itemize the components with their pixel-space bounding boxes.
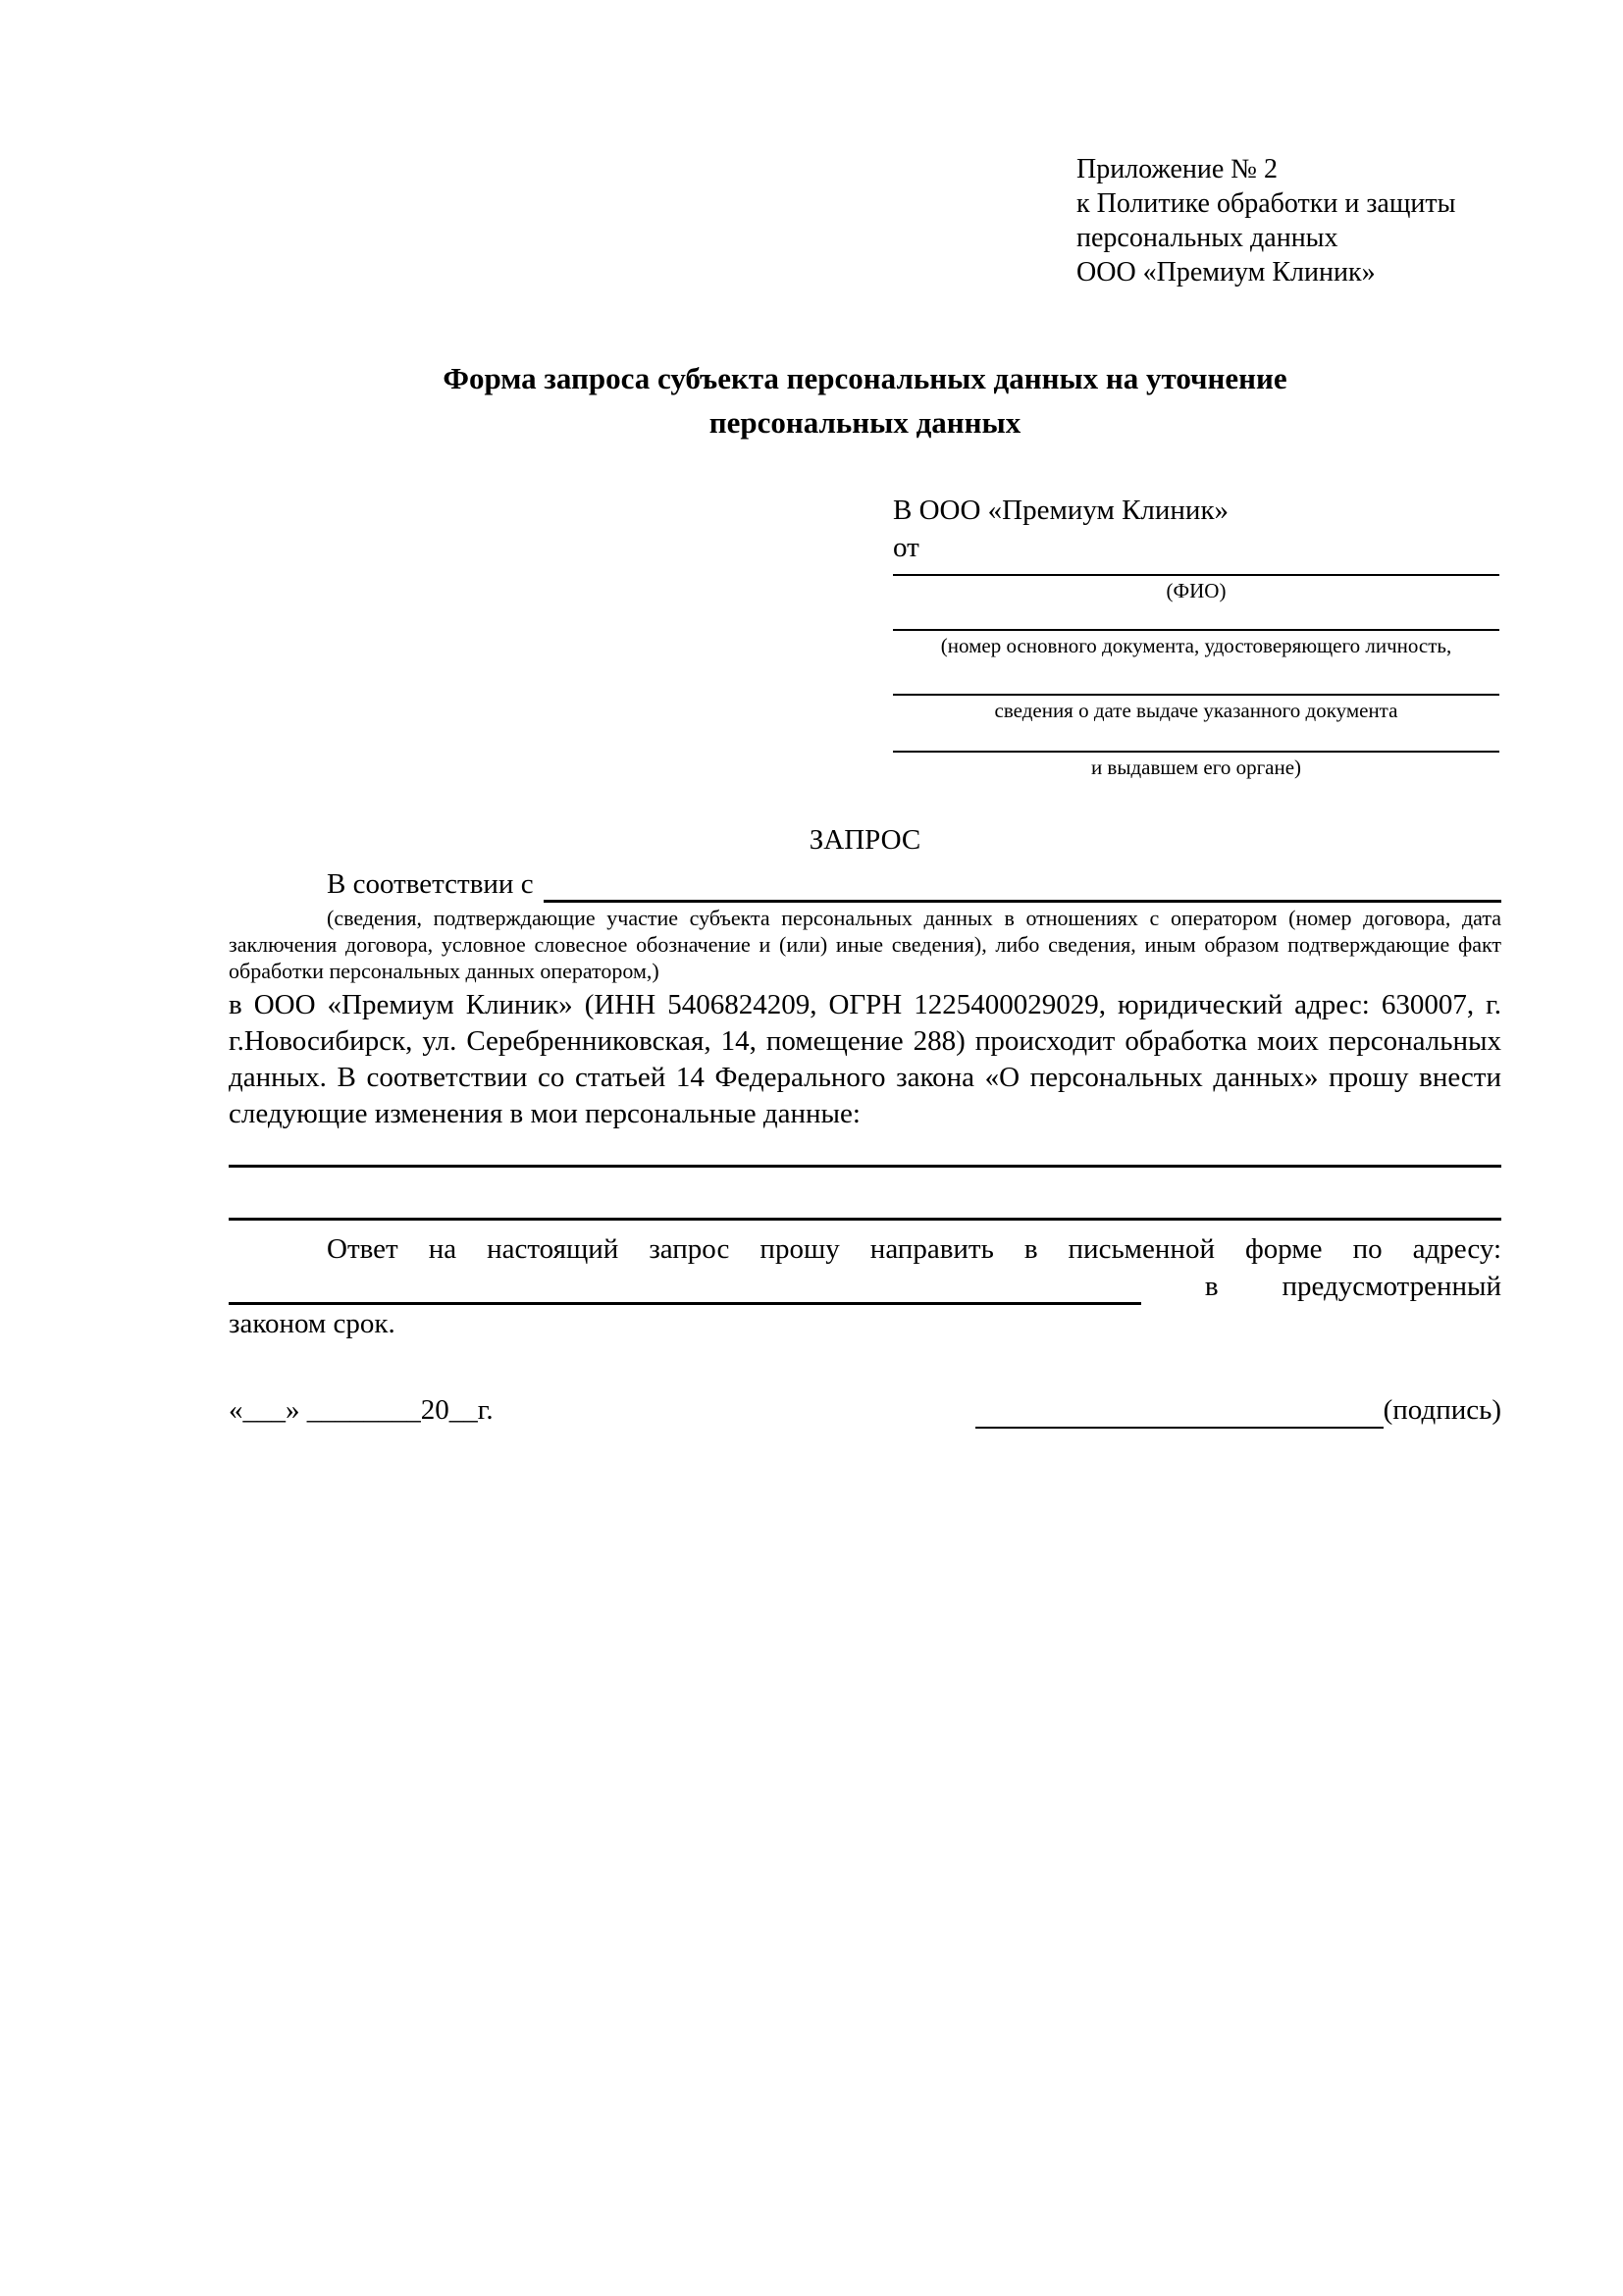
changes-blank-line-1 (229, 1132, 1501, 1168)
date-blank: «___» ________20__г. (229, 1394, 494, 1426)
issuing-authority-caption: и выдавшем его органе) (1090, 756, 1302, 779)
explanatory-note: (сведения, подтверждающие участие субъекта персональных данных в отношениях с оператором (номер договора, дата заключения договора, условное словесное обозначение и (или) иные сведения), либо сведения, иным образом подтверждающие факт обработки персональных данных оператором,) (229, 906, 1501, 983)
request-heading: ЗАПРОС (809, 824, 921, 856)
answer-line-1: Ответ на настоящий запрос прошу направить в письменной форме по адресу: (327, 1233, 1501, 1265)
addressee-to: В ООО «Премиум Клиник» (893, 495, 1230, 526)
appendix-line: к Политике обработки и защиты (1076, 188, 1456, 219)
answer-line-3: законом срок. (229, 1308, 395, 1339)
signature-blank-line (975, 1399, 1384, 1429)
appendix-header (1076, 152, 1501, 289)
appendix-line: персональных данных (1076, 223, 1338, 253)
document-number-blank-line (893, 605, 1499, 631)
accordance-blank-line (544, 873, 1501, 903)
changes-blank-line-2 (229, 1168, 1501, 1221)
signature-caption: (подпись) (1383, 1394, 1501, 1426)
answer-word-2: предусмотренный (1282, 1271, 1501, 1302)
accordance-prefix: В соответствии с (327, 868, 534, 900)
addressee-block (893, 492, 1499, 782)
appendix-line: Приложение № 2 (1076, 154, 1278, 184)
fio-caption: (ФИО) (1166, 579, 1227, 602)
signature-group (975, 1391, 1501, 1429)
request-body: в ООО «Премиум Клиник» (ИНН 5406824209, ОГРН 1225400029029, юридический адрес: 630007, г. г.Новосибирск, ул. Серебренниковская, 14, помещение 288) происходит обработка моих персональных данных. В соответствии со статьей 14 Федерального закона «О персональных данных» прошу внести следующие изменения в мои персональные данные: (229, 989, 1501, 1129)
document-content (0, 152, 1623, 1429)
issue-date-blank-line (893, 660, 1499, 696)
fio-blank-line (893, 566, 1499, 576)
appendix-line: ООО «Премиум Клиник» (1076, 257, 1376, 287)
signoff-row (229, 1391, 1501, 1429)
issue-date-caption: сведения о дате выдаче указанного документа (994, 699, 1398, 722)
answer-word-1: в (1204, 1271, 1219, 1302)
document-title: Форма запроса субъекта персональных данных на уточнение персональных данных (443, 361, 1287, 440)
answer-line-2 (229, 1268, 1501, 1305)
address-blank-line (229, 1276, 1141, 1305)
accordance-line (229, 865, 1501, 903)
document-number-caption: (номер основного документа, удостоверяющего личность, (940, 634, 1452, 657)
addressee-from-label: от (893, 532, 919, 563)
issuing-authority-blank-line (893, 725, 1499, 753)
